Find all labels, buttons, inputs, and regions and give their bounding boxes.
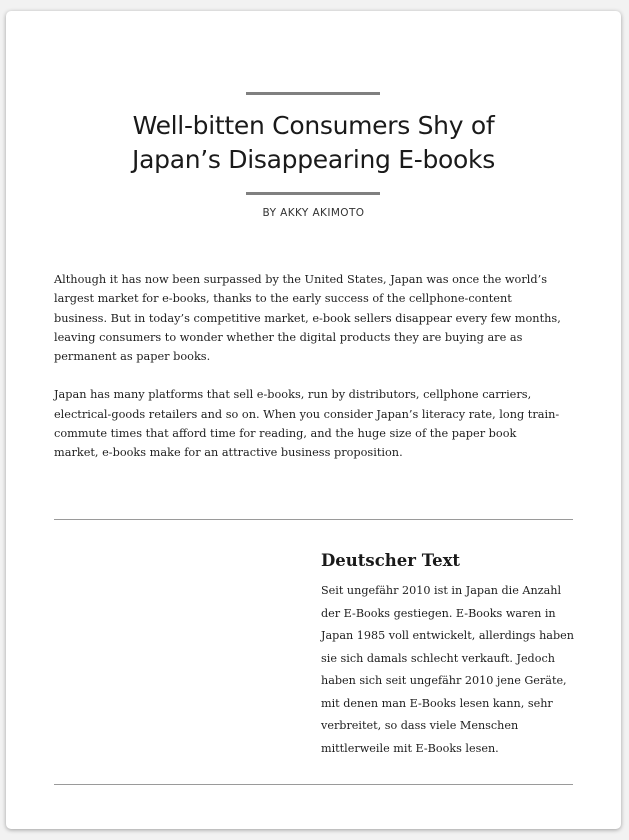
aside-heading: Deutscher Text — [321, 551, 461, 570]
byline: BY AKKY AKIMOTO — [262, 207, 365, 219]
section-divider-top — [54, 519, 573, 520]
section-divider-bottom — [54, 784, 573, 785]
title-bottom-rule — [246, 192, 380, 195]
paragraph-2: Japan has many platforms that sell e-books, run by distributors, cellphone carriers, electrical-goods retailers and so on. When you consider Japan’s literacy rate, long train-commute times that afford time for reading, and the huge size of the paper book market, e-books make for an attractive business proposition. — [54, 388, 560, 460]
title-line-1: Well-bitten Consumers Shy of — [132, 111, 495, 140]
article-body — [54, 270, 564, 482]
title-line-2: Japan’s Disappearing E-books — [132, 145, 495, 174]
title-top-rule — [246, 92, 380, 95]
german-text-aside — [321, 549, 577, 760]
paragraph-1: Although it has now been surpassed by the United States, Japan was once the world’s largest market for e-books, thanks to the early success of the cellphone-content business. But in today’s competitive market, e-book sellers disappear every few months, leaving consumers to wonder whether the digital products they are buying are as permanent as paper books. — [54, 273, 561, 364]
article-title — [6, 109, 621, 177]
document-page — [6, 11, 621, 829]
aside-text: Seit ungefähr 2010 ist in Japan die Anzahl der E-Books gestiegen. E-Books waren in Japan 1985 voll entwickelt, allerdings haben sie sich damals schlecht verkauft. Jedoch haben sich seit ungefähr 2010 jene Geräte, mit denen man E-Books lesen kann, sehr verbreitet, so dass viele Menschen mittlerweile mit E-Books lesen. — [321, 584, 574, 755]
